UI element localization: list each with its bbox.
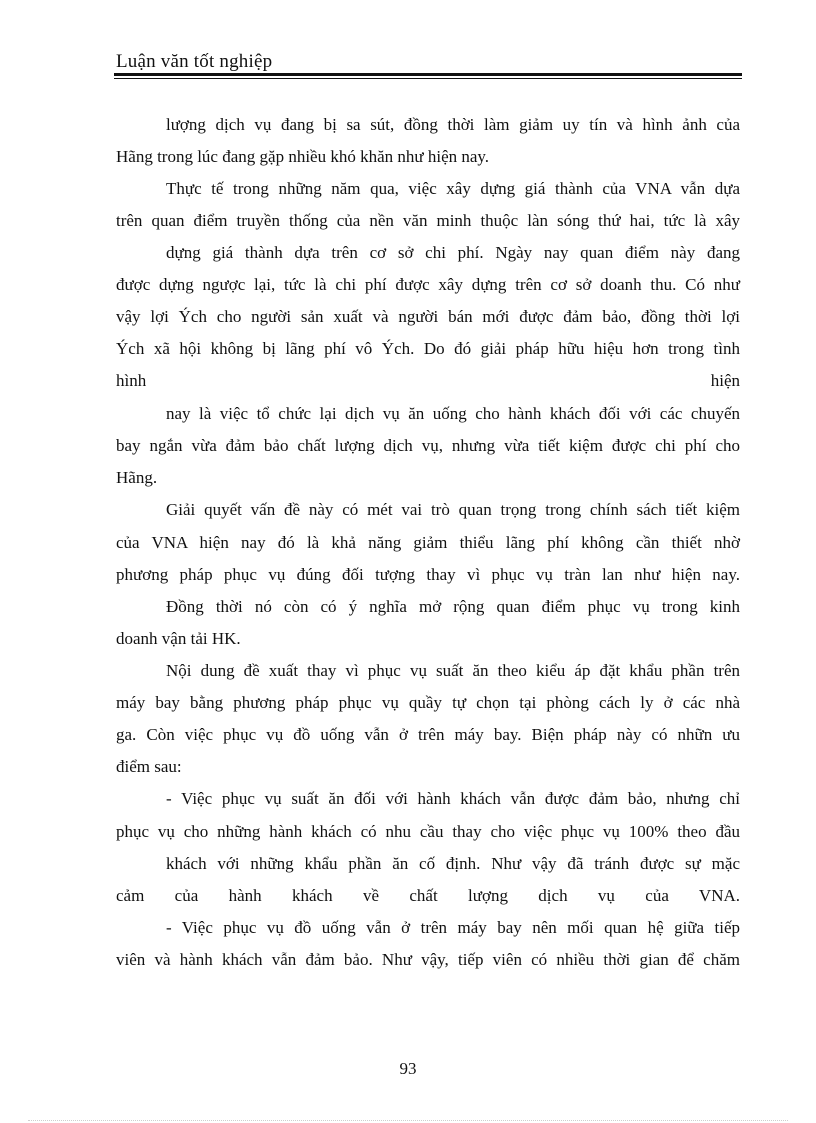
body-line: phục vụ cho những hành khách có nhu cầu thay cho việc phục vụ 100% theo đầu bbox=[116, 822, 740, 841]
page-bottom-border bbox=[28, 1120, 788, 1121]
body-line: hình hiện bbox=[116, 371, 740, 390]
body-line: nay là việc tổ chức lại dịch vụ ăn uống cho hành khách đối với các chuyến bbox=[166, 404, 740, 423]
body-line: được dựng ngược lại, tức là chi phí được xây dựng trên cơ sở doanh thu. Có như bbox=[116, 275, 740, 294]
body-line: Hãng. bbox=[116, 468, 158, 487]
body-line: điểm sau: bbox=[116, 757, 182, 776]
body-line: Đồng thời nó còn có ý nghĩa mở rộng quan điểm phục vụ trong kinh bbox=[166, 597, 740, 616]
body-line: bay ngắn vừa đảm bảo chất lượng dịch vụ, nhưng vừa tiết kiệm được chi phí cho bbox=[116, 436, 740, 455]
body-line: ga. Còn việc phục vụ đồ uống vẫn ở trên máy bay. Biện pháp này có nhữn ưu bbox=[116, 725, 740, 744]
body-line: khách với những khẩu phần ăn cố định. Như vậy đã tránh được sự mặc bbox=[166, 854, 740, 873]
body-line: cảm của hành khách về chất lượng dịch vụ của VNA. bbox=[116, 886, 740, 905]
body-line: dựng giá thành dựa trên cơ sở chi phí. Ngày nay quan điểm này đang bbox=[166, 243, 740, 262]
body-line: Giải quyết vấn đề này có mét vai trò quan trọng trong chính sách tiết kiệm bbox=[166, 500, 740, 519]
header-rule-thin bbox=[114, 78, 742, 79]
body-line: vậy lợi Ých cho người sản xuất và người bán mới được đảm bảo, đồng thời lợi bbox=[116, 307, 740, 326]
body-line: Hãng trong lúc đang gặp nhiều khó khăn như hiện nay. bbox=[116, 147, 490, 166]
body-line: - Việc phục vụ suất ăn đối với hành khách vẫn được đảm bảo, nhưng chỉ bbox=[166, 789, 740, 808]
body-line: Thực tế trong những năm qua, việc xây dựng giá thành của VNA vẫn dựa bbox=[166, 179, 740, 198]
body-line: của VNA hiện nay đó là khả năng giảm thiểu lãng phí không cần thiết nhờ bbox=[116, 533, 740, 552]
header-rule-thick bbox=[114, 73, 742, 76]
body-line: viên và hành khách vẫn đảm bảo. Như vậy, tiếp viên có nhiều thời gian để chăm bbox=[116, 950, 740, 969]
body-line: - Việc phục vụ đồ uống vẫn ở trên máy bay nên mối quan hệ giữa tiếp bbox=[166, 918, 740, 937]
body-line: phương pháp phục vụ đúng đối tượng thay vì phục vụ tràn lan như hiện nay. bbox=[116, 565, 740, 584]
body-line: Ých xã hội không bị lãng phí vô Ých. Do đó giải pháp hữu hiệu hơn trong tình bbox=[116, 339, 740, 358]
body-line: Nội dung đề xuất thay vì phục vụ suất ăn theo kiểu áp đặt khẩu phần trên bbox=[166, 661, 740, 680]
body-line: lượng dịch vụ đang bị sa sút, đồng thời làm giảm uy tín và hình ảnh của bbox=[166, 115, 740, 134]
page-header bbox=[114, 48, 742, 80]
body-line: máy bay bằng phương pháp phục vụ quầy tự chọn tại phòng cách ly ở các nhà bbox=[116, 693, 740, 712]
header-title: Luận văn tốt nghiệp bbox=[116, 51, 273, 72]
body-line: trên quan điểm truyền thống của nền văn minh thuộc làn sóng thứ hai, tức là xây bbox=[116, 211, 740, 230]
page-number: 93 bbox=[399, 1059, 417, 1078]
body-line: doanh vận tải HK. bbox=[116, 629, 241, 648]
